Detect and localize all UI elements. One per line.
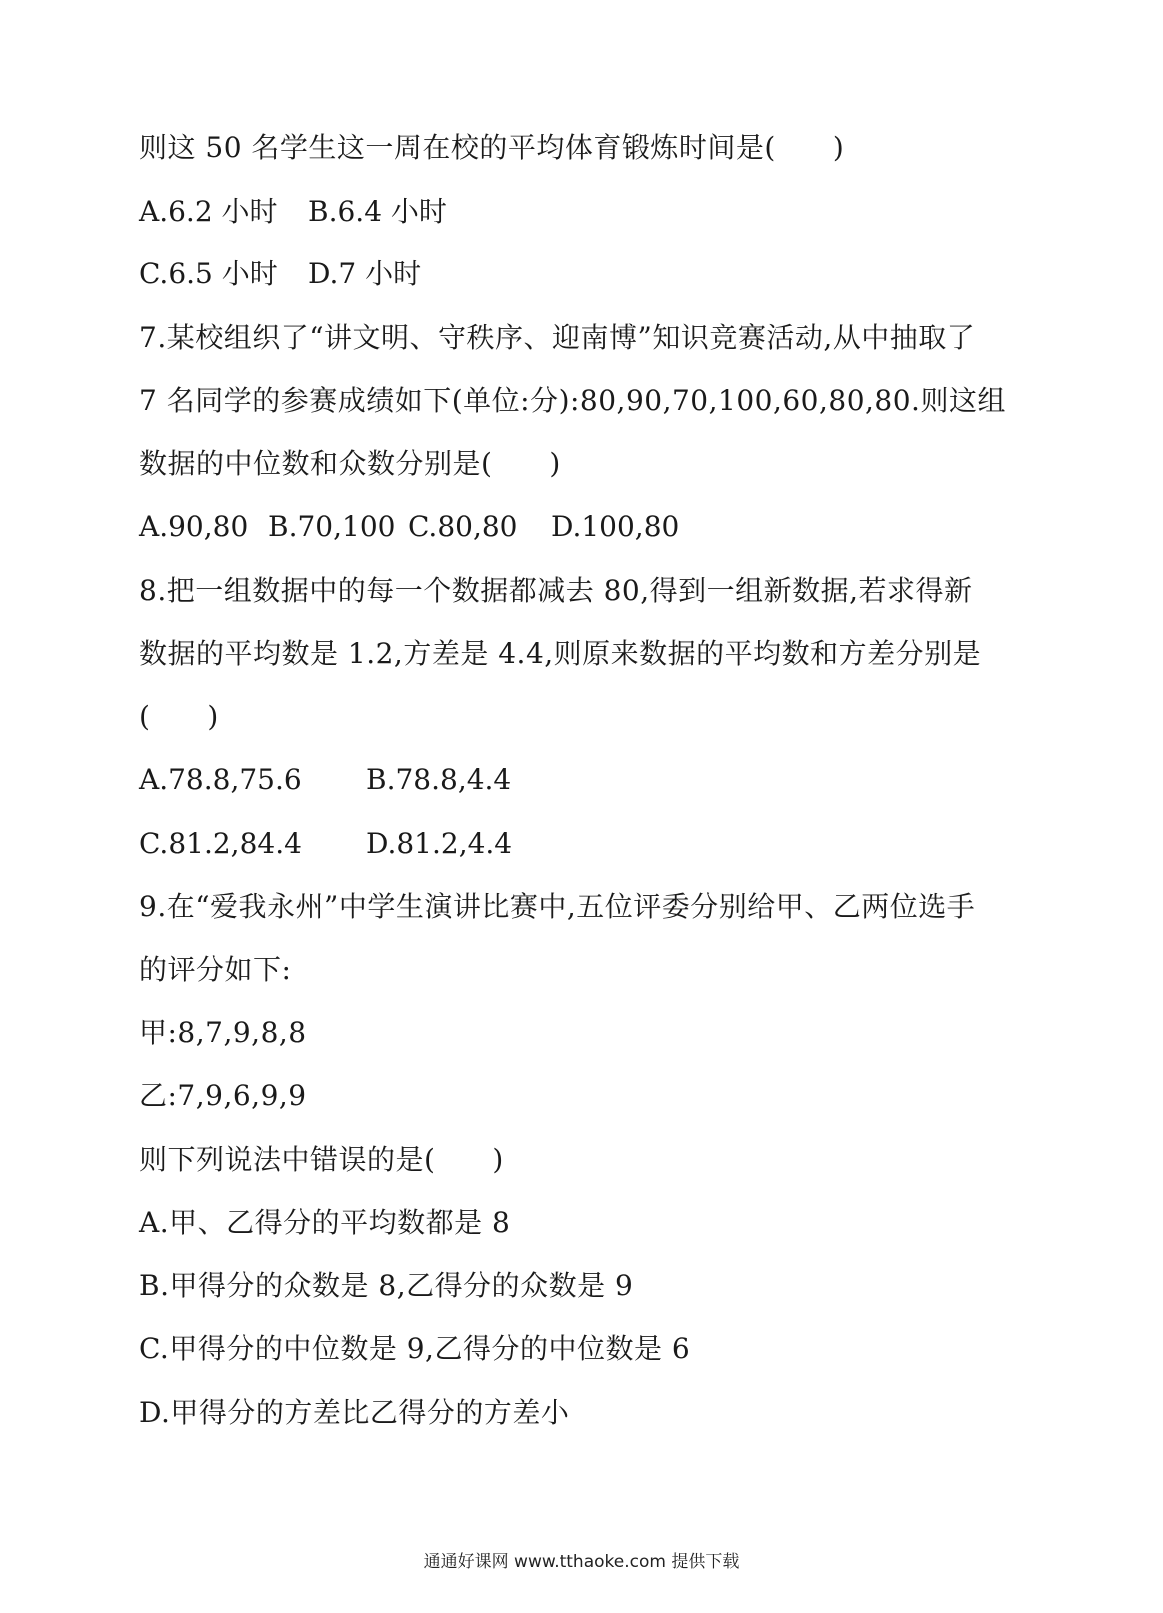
q7-stem-line3: 数据的中位数和众数分别是( ) xyxy=(139,447,561,480)
q8-option-c: C.81.2,84.4 xyxy=(139,827,302,860)
q9-stem-line2: 的评分如下: xyxy=(139,953,292,986)
q9-option-b: B.甲得分的众数是 8,乙得分的众数是 9 xyxy=(139,1269,634,1302)
q7-option-a: A.90,80 xyxy=(139,510,249,543)
q7-stem-line2: 7 名同学的参赛成绩如下(单位:分):80,90,70,100,60,80,80.则这组 xyxy=(139,384,1006,417)
q7-stem-line1: 7.某校组织了“讲文明、守秩序、迎南博”知识竞赛活动,从中抽取了 xyxy=(139,321,976,354)
q9-option-c: C.甲得分的中位数是 9,乙得分的中位数是 6 xyxy=(139,1332,691,1365)
q8-option-b: B.78.8,4.4 xyxy=(366,763,512,796)
q8-option-a: A.78.8,75.6 xyxy=(139,763,302,796)
q9-stem-line1: 9.在“爱我永州”中学生演讲比赛中,五位评委分别给甲、乙两位选手 xyxy=(139,890,976,923)
q8-stem-line3: ( ) xyxy=(139,700,219,733)
q7-option-d: D.100,80 xyxy=(551,510,680,543)
q6-option-a: A.6.2 小时 xyxy=(139,195,278,228)
q8-stem-line2: 数据的平均数是 1.2,方差是 4.4,则原来数据的平均数和方差分别是 xyxy=(139,637,982,670)
q9-option-a: A.甲、乙得分的平均数都是 8 xyxy=(139,1206,511,1239)
q7-option-b: B.70,100 xyxy=(268,510,396,543)
q6-stem: 则这 50 名学生这一周在校的平均体育锻炼时间是( ) xyxy=(139,131,845,164)
q6-option-c: C.6.5 小时 xyxy=(139,257,278,290)
q8-stem-line1: 8.把一组数据中的每一个数据都减去 80,得到一组新数据,若求得新 xyxy=(139,574,973,607)
q7-option-c: C.80,80 xyxy=(408,510,518,543)
q9-option-d: D.甲得分的方差比乙得分的方差小 xyxy=(139,1396,570,1429)
q9-question: 则下列说法中错误的是( ) xyxy=(139,1143,504,1176)
q9-yi-scores: 乙:7,9,6,9,9 xyxy=(139,1079,307,1112)
q9-jia-scores: 甲:8,7,9,8,8 xyxy=(139,1016,307,1049)
q6-option-d: D.7 小时 xyxy=(308,257,422,290)
footer-credit: 通通好课网 www.tthaoke.com 提供下载 xyxy=(423,1552,740,1572)
q8-option-d: D.81.2,4.4 xyxy=(366,827,513,860)
q6-option-b: B.6.4 小时 xyxy=(308,195,447,228)
